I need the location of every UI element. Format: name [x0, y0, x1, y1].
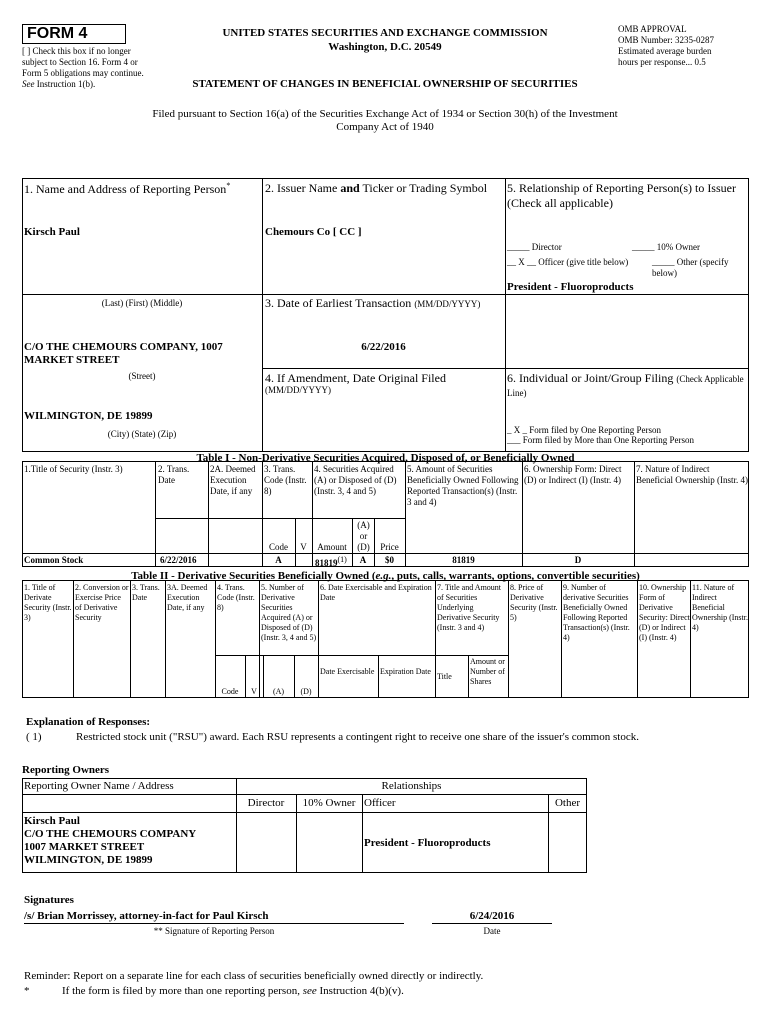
- box6-label-sub: (Check Applicable Line): [507, 374, 744, 398]
- t2-sub-v: V: [251, 687, 257, 696]
- t1-row-amount-note: (1): [337, 555, 347, 564]
- city-label: (City) (State) (Zip): [107, 429, 177, 439]
- t1-col5: 5. Amount of Securities Beneficially Owned Following Reported Transaction(s) (Instr. 3 and 4): [407, 464, 519, 507]
- t2-col6: 6. Date Exercisable and Expiration Date: [320, 583, 432, 602]
- t2-col11: 11. Nature of Indirect Beneficial Ownership (Instr. 4): [692, 583, 748, 632]
- t2-col8: 8. Price of Derivative Security (Instr. 5): [510, 583, 558, 622]
- t2-sub-a: (A): [272, 687, 285, 696]
- t2-col5: 5. Number of Derivative Securities Acquired (A) or Disposed of (D) (Instr. 3, 4 and 5): [261, 583, 317, 642]
- signature-label: [24, 926, 404, 937]
- box3-label-text: 3. Date of Earliest Transaction: [265, 296, 412, 310]
- box3-label: [265, 296, 505, 310]
- t2-title-a: Table II - Derivative Securities Beneficially Owned (: [131, 570, 376, 582]
- box1-label-mark: *: [226, 181, 231, 190]
- t1-row-aord: A: [359, 555, 367, 565]
- box2-label-a: 2. Issuer Name: [265, 181, 338, 195]
- box5-label-sub: (Check all applicable): [507, 196, 613, 210]
- owners-col-other: Other: [554, 797, 581, 809]
- t1-row-code: A: [275, 555, 282, 565]
- explanation-heading: Explanation of Responses:: [26, 716, 151, 728]
- box2-label-and: and: [340, 181, 360, 195]
- owners-col-director: Director: [247, 797, 285, 809]
- omb-line-3: Estimated average burden: [618, 46, 712, 56]
- t2-sub-exp: Expiration Date: [380, 667, 431, 676]
- omb-line-1: OMB APPROVAL: [618, 24, 687, 34]
- signer-name: /s/ Brian Morrissey, attorney-in-fact for Paul Kirsch: [24, 910, 404, 924]
- t2-sub-date-ex: Date Exercisable: [320, 667, 375, 676]
- officer-title: President - Fluoroproducts: [507, 281, 634, 293]
- checkbox-note-instr: Instruction 1(b).: [36, 79, 96, 89]
- issuer-name: Chemours Co [ CC ]: [265, 226, 362, 238]
- t2-col2: 2. Conversion or Exercise Price of Derivative Security: [75, 583, 129, 622]
- t1-sub-code: Code: [269, 542, 288, 552]
- street-label: (Street): [128, 371, 156, 381]
- filed-pursuant: Filed pursuant to Section 16(a) of the Securities Exchange Act of 1934 or Section 30(h) of the Investment Company Act of 1940: [152, 108, 618, 133]
- box1-label-text: 1. Name and Address of Reporting Person: [24, 182, 227, 196]
- t1-row-amount: [315, 555, 352, 569]
- footer-star-b: Instruction 4(b)(v).: [319, 985, 404, 997]
- t1-col6: 6. Ownership Form: Direct (D) or Indirect (I) (Instr. 4): [524, 464, 622, 485]
- t1-col7: 7. Nature of Indirect Beneficial Ownership (Instr. 4): [636, 464, 748, 485]
- signature-date: 6/24/2016: [432, 910, 552, 924]
- t2-sub-d: (D): [300, 687, 312, 696]
- t1-sub-aord: (A) or (D): [357, 520, 370, 552]
- box5-label: 5. Relationship of Reporting Person(s) to Issuer: [507, 181, 736, 195]
- signature-label-text: Signature of Reporting Person: [165, 926, 275, 936]
- name-parts-label: (Last) (First) (Middle): [101, 298, 183, 308]
- footer-star: *: [24, 985, 30, 997]
- table1-title: Table I - Non-Derivative Securities Acquired, Disposed of, or Beneficially Owned: [196, 452, 575, 464]
- signature-date-label: Date: [483, 926, 501, 936]
- t1-row-price: $0: [385, 555, 394, 565]
- signature-label-mark: **: [153, 926, 163, 936]
- filing-option-multiple: ___ Form filed by More than One Reporting Person: [507, 435, 694, 445]
- box4-label: 4. If Amendment, Date Original Filed: [265, 371, 446, 385]
- footer-star-see: see: [302, 985, 317, 997]
- statement-title: STATEMENT OF CHANGES IN BENEFICIAL OWNERSHIP OF SECURITIES: [192, 78, 578, 90]
- t2-col4: 4. Trans. Code (Instr. 8): [217, 583, 255, 612]
- t1-sub-amount: Amount: [317, 542, 347, 552]
- box2-label: [265, 181, 505, 195]
- reporting-person-city: WILMINGTON, DE 19899: [24, 410, 153, 422]
- box2-label-b: Ticker or Trading Symbol: [362, 181, 488, 195]
- t1-col2a: 2A. Deemed Execution Date, if any: [210, 464, 256, 496]
- box6-label: [507, 371, 749, 399]
- t1-row-title: Common Stock: [24, 555, 84, 565]
- owners-col-ten-pct: 10% Owner: [302, 797, 356, 809]
- checkbox-note-see: See: [22, 79, 35, 89]
- t1-col3: 3. Trans. Code (Instr. 8): [264, 464, 307, 496]
- t2-col3a: 3A. Deemed Execution Date, if any: [167, 583, 208, 612]
- box1-label: [24, 181, 260, 196]
- signatures-heading: Signatures: [24, 894, 74, 906]
- box3-label-fmt: (MM/DD/YYYY): [414, 299, 481, 309]
- owners-heading: Reporting Owners: [22, 764, 110, 776]
- t2-col7: 7. Title and Amount of Securities Underlying Derivative Security (Instr. 3 and 4): [437, 583, 502, 632]
- agency-city: Washington, D.C. 20549: [328, 41, 442, 53]
- t2-col1: 1. Title of Derivate Security (Instr. 3): [24, 583, 72, 622]
- omb-line-4: hours per response... 0.5: [618, 57, 706, 67]
- omb-line-2: OMB Number: 3235-0287: [618, 35, 714, 45]
- t2-sub-title: Title: [437, 672, 452, 681]
- footer-reminder: Reminder: Report on a separate line for each class of securities beneficially owned directly or indirectly.: [24, 970, 484, 982]
- rel-ten-percent: _____ 10% Owner: [632, 242, 700, 252]
- t2-col3: 3. Trans. Date: [132, 583, 160, 602]
- rel-other: _____ Other (specify below): [652, 257, 729, 278]
- reporting-person-street: C/O THE CHEMOURS COMPANY, 1007 MARKET STREET: [24, 341, 223, 366]
- owners-col-officer: Officer: [364, 797, 396, 809]
- form-title: FORM 4: [22, 24, 126, 44]
- t1-row-amount-value: 81819: [315, 558, 338, 568]
- t1-sub-price: Price: [380, 542, 399, 552]
- t1-col4: 4. Securities Acquired (A) or Disposed of (D) (Instr. 3, 4 and 5): [314, 464, 397, 496]
- t1-row-form: D: [574, 555, 582, 565]
- t2-title-eg: e.g.: [375, 570, 392, 582]
- filing-option-one: _ X _ Form filed by One Reporting Person: [507, 425, 661, 435]
- owner-officer-title: President - Fluoroproducts: [364, 837, 491, 849]
- explanation-note-num: ( 1): [26, 731, 42, 743]
- owner-line-2: C/O THE CHEMOURS COMPANY: [24, 828, 197, 840]
- owner-line-3: 1007 MARKET STREET: [24, 841, 145, 853]
- t2-sub-code: Code: [221, 687, 239, 696]
- rel-officer: __ X __ Officer (give title below): [507, 257, 629, 267]
- t1-col2: 2. Trans. Date: [158, 464, 190, 485]
- checkbox-note: [22, 46, 152, 90]
- owner-line-1: Kirsch Paul: [24, 815, 80, 827]
- reporting-person-name: Kirsch Paul: [24, 226, 80, 238]
- t1-sub-v: V: [300, 542, 307, 552]
- box4-label-fmt: (MM/DD/YYYY): [265, 385, 331, 395]
- owners-col-relationships: Relationships: [381, 780, 442, 792]
- agency-name: UNITED STATES SECURITIES AND EXCHANGE COMMISSION: [222, 27, 548, 39]
- footer-star-note: [62, 985, 752, 998]
- t1-row-date: 6/22/2016: [160, 555, 197, 565]
- t1-col1: 1.Title of Security (Instr. 3): [24, 464, 123, 474]
- t1-row-owned: 81819: [452, 555, 475, 565]
- earliest-transaction-date: 6/22/2016: [361, 341, 406, 353]
- t2-sub-amount: Amount or Number of Shares: [470, 657, 505, 686]
- box6-label-text: 6. Individual or Joint/Group Filing: [507, 371, 674, 385]
- owner-name-address: [24, 815, 196, 867]
- owners-col-name: Reporting Owner Name / Address: [24, 780, 174, 792]
- rel-director: _____ Director: [507, 242, 562, 252]
- checkbox-note-text: [ ] Check this box if no longer subject to Section 16. Form 4 or Form 5 obligations may continue.: [22, 46, 144, 78]
- explanation-note-text: Restricted stock unit ("RSU") award. Each RSU represents a contingent right to receive one share of the issuer's common stock.: [76, 731, 639, 743]
- omb-approval: [618, 24, 758, 68]
- t2-col10: 10. Ownership Form of Derivative Security: Direct (D) or Indirect (I) (Instr. 4): [639, 583, 690, 642]
- owner-line-4: WILMINGTON, DE 19899: [24, 854, 153, 866]
- t2-col9: 9. Number of derivative Securities Beneficially Owned Following Reported Transaction(s) (Instr. 4): [563, 583, 630, 642]
- t2-title-b: , puts, calls, warrants, options, convertible securities): [391, 570, 640, 582]
- footer-star-a: If the form is filed by more than one reporting person,: [62, 985, 300, 997]
